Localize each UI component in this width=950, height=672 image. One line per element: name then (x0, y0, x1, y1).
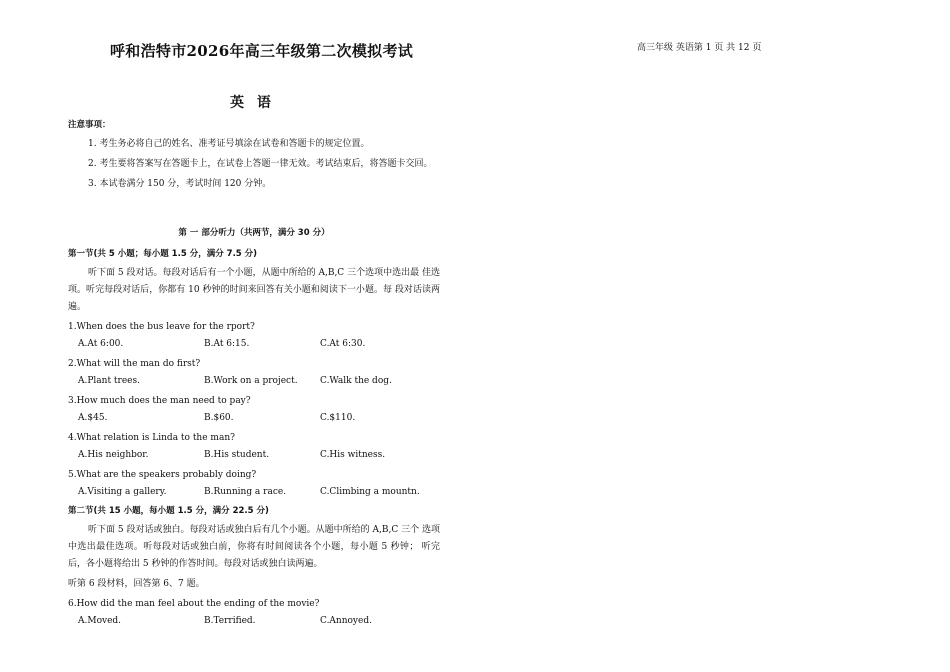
option-c: C.$110. (320, 413, 356, 423)
section-instructions: 听下面 5 段对话或独白。每段对话或独白后有几个小题。从题中所给的 A,B,C 三个 选项中选出最佳选项。听每段对话或独白前，你将有时间阅读各个小题，每小题 5 秒钟； 听完后，各小题将给出 5 秒钟的作答时间。每段对话或独白读两遍。 (68, 525, 440, 569)
question-text: 2.What will the man do first? (68, 359, 201, 369)
notice-item: 1. 考生务必将自己的姓名、准考证号填涂在试卷和答题卡的规定位置。 (88, 139, 370, 149)
question-text: 3.How much does the man need to pay? (68, 396, 251, 406)
option-b: B.$60. (204, 413, 234, 423)
question-text: 4.What relation is Linda to the man? (68, 433, 235, 443)
option-c: C.Climbing a mountn. (320, 487, 420, 497)
option-b: B.His student. (204, 450, 270, 460)
option-a: A.Plant trees. (78, 376, 140, 386)
section-title: 第二节(共 15 小题，每小题 1.5 分，满分 22.5 分) (68, 506, 269, 516)
option-a: A.Moved. (78, 616, 122, 626)
question-options (68, 336, 440, 353)
option-c: C.Annoyed. (320, 616, 372, 626)
option-a: A.His neighbor. (78, 450, 149, 460)
exam-content (68, 117, 440, 631)
option-b: B.Running a race. (204, 487, 287, 497)
question-options (68, 373, 440, 390)
option-c: C.His witness. (320, 450, 386, 460)
part-title: 第 一 部分听力（共两节，满分 30 分） (178, 228, 330, 238)
section-instructions: 听下面 5 段对话。每段对话后有一个小题，从题中所给的 A,B,C 三个选项中选出最 佳选项。听完每段对话后，你都有 10 秒钟的时间来回答有关小题和阅读下一小题。每 段对话读两遍。 (68, 268, 440, 312)
question-text: 6.How did the man feel about the ending of the movie? (68, 599, 320, 609)
notice-item: 2. 考生要将答案写在答题卡上，在试卷上答题一律无效。考试结束后，将答题卡交回。 (88, 159, 433, 169)
group-label: 听第 6 段材料，回答第 6、7 题。 (68, 579, 205, 589)
option-c: C.Walk the dog. (320, 376, 392, 386)
option-b: B.Terrified. (204, 616, 256, 626)
option-a: A.Visiting a gallery. (78, 487, 167, 497)
question-options (68, 613, 440, 630)
question-options (68, 484, 440, 501)
option-b: B.Work on a project. (204, 376, 298, 386)
subject-title: 英 语 (230, 95, 275, 111)
option-a: A.At 6:00. (78, 339, 124, 349)
question-text: 1.When does the bus leave for the rport? (68, 322, 255, 332)
question-options (68, 410, 440, 427)
option-a: A.$45. (78, 413, 108, 423)
page-number-info: 高三年级 英语第 1 页 共 12 页 (637, 43, 762, 53)
exam-title: 呼和浩特市2026年高三年级第二次模拟考试 (110, 42, 414, 60)
question-text: 5.What are the speakers probably doing? (68, 470, 257, 480)
notice-title: 注意事项： (68, 120, 111, 130)
option-b: B.At 6:15. (204, 339, 250, 349)
notice-item: 3. 本试卷满分 150 分，考试时间 120 分钟。 (88, 179, 272, 189)
question-options (68, 447, 440, 464)
section-title: 第一节(共 5 小题；每小题 1.5 分，满分 7.5 分) (68, 249, 258, 259)
option-c: C.At 6:30. (320, 339, 366, 349)
